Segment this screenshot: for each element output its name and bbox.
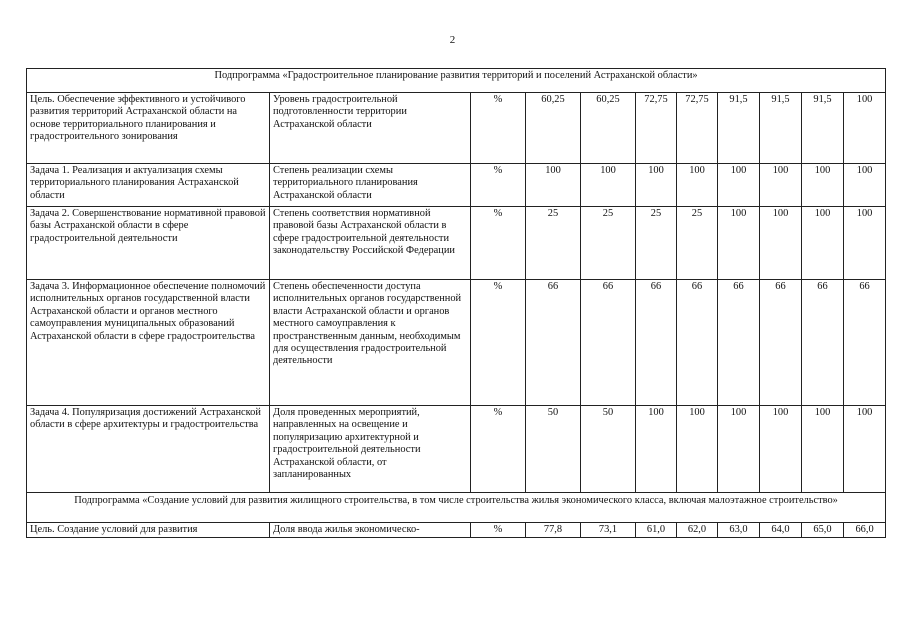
table-row	[27, 406, 886, 493]
unit-cell: %	[471, 523, 526, 538]
indicator-cell: Степень соответствия нормативной правовой базы Астраханской области в сфере градостроительной деятельности законодательству Российской Федерации	[270, 207, 471, 280]
task-cell: Задача 1. Реализация и актуализация схемы территориального планирования Астраханской области	[27, 164, 270, 207]
value-cell: 91,5	[718, 93, 760, 164]
task-cell: Задача 3. Информационное обеспечение полномочий исполнительных органов государственной власти Астраханской области и органов местного самоуправления муниципальных образований Астраханской области в сфере градостроительства	[27, 280, 270, 406]
value-cell: 61,0	[636, 523, 677, 538]
value-cell: 66	[718, 280, 760, 406]
value-cell: 100	[636, 164, 677, 207]
unit-cell: %	[471, 280, 526, 406]
value-cell: 66	[760, 280, 802, 406]
value-cell: 50	[581, 406, 636, 493]
value-cell: 65,0	[802, 523, 844, 538]
value-cell: 100	[677, 406, 718, 493]
value-cell: 100	[526, 164, 581, 207]
table-row	[27, 207, 886, 280]
page-number: 2	[449, 34, 456, 46]
value-cell: 60,25	[526, 93, 581, 164]
value-cell: 100	[677, 164, 718, 207]
value-cell: 66	[802, 280, 844, 406]
unit-cell: %	[471, 207, 526, 280]
subprogram-title: Подпрограмма «Градостроительное планирование развития территорий и поселений Астраханской области»	[27, 69, 886, 93]
table-row	[27, 523, 886, 538]
value-cell: 100	[581, 164, 636, 207]
value-cell: 100	[802, 164, 844, 207]
value-cell: 66,0	[844, 523, 886, 538]
task-cell: Задача 2. Совершенствование нормативной правовой базы Астраханской области в сфере градостроительной деятельности	[27, 207, 270, 280]
subprogram-header-row	[27, 69, 886, 93]
unit-cell: %	[471, 164, 526, 207]
value-cell: 66	[526, 280, 581, 406]
value-cell: 100	[802, 207, 844, 280]
table-row	[27, 93, 886, 164]
value-cell: 100	[802, 406, 844, 493]
value-cell: 100	[718, 164, 760, 207]
value-cell: 66	[844, 280, 886, 406]
value-cell: 100	[636, 406, 677, 493]
value-cell: 66	[581, 280, 636, 406]
value-cell: 100	[760, 406, 802, 493]
value-cell: 77,8	[526, 523, 581, 538]
table-row	[27, 280, 886, 406]
indicator-cell: Уровень градостроительной подготовленности территории Астраханской области	[270, 93, 471, 164]
value-cell: 60,25	[581, 93, 636, 164]
value-cell: 100	[718, 207, 760, 280]
value-cell: 73,1	[581, 523, 636, 538]
value-cell: 64,0	[760, 523, 802, 538]
indicator-cell: Доля проведенных мероприятий, направленных на освещение и популяризацию архитектурной и градостроительной деятельности Астраханской области, от запланированных	[270, 406, 471, 493]
value-cell: 100	[844, 406, 886, 493]
table-body	[27, 69, 886, 538]
value-cell: 100	[844, 207, 886, 280]
value-cell: 62,0	[677, 523, 718, 538]
unit-cell: %	[471, 406, 526, 493]
task-cell: Задача 4. Популяризация достижений Астраханской области в сфере архитектуры и градостроительства	[27, 406, 270, 493]
value-cell: 66	[636, 280, 677, 406]
unit-cell: %	[471, 93, 526, 164]
task-cell: Цель. Создание условий для развития	[27, 523, 270, 538]
value-cell: 25	[677, 207, 718, 280]
value-cell: 25	[581, 207, 636, 280]
indicators-table	[26, 68, 886, 538]
value-cell: 25	[526, 207, 581, 280]
value-cell: 25	[636, 207, 677, 280]
value-cell: 72,75	[636, 93, 677, 164]
value-cell: 72,75	[677, 93, 718, 164]
table-row	[27, 164, 886, 207]
value-cell: 100	[844, 164, 886, 207]
value-cell: 100	[760, 207, 802, 280]
subprogram-header-row	[27, 493, 886, 523]
value-cell: 91,5	[760, 93, 802, 164]
value-cell: 63,0	[718, 523, 760, 538]
value-cell: 91,5	[802, 93, 844, 164]
indicator-cell: Доля ввода жилья экономическо-	[270, 523, 471, 538]
value-cell: 50	[526, 406, 581, 493]
value-cell: 66	[677, 280, 718, 406]
value-cell: 100	[718, 406, 760, 493]
task-cell: Цель. Обеспечение эффективного и устойчивого развития территорий Астраханской области на основе территориального планирования и градостроительного зонирования	[27, 93, 270, 164]
value-cell: 100	[844, 93, 886, 164]
indicator-cell: Степень реализации схемы территориального планирования Астраханской области	[270, 164, 471, 207]
subprogram-title: Подпрограмма «Создание условий для развития жилищного строительства, в том числе строительства жилья экономического класса, включая малоэтажное строительство»	[27, 493, 886, 523]
indicator-cell: Степень обеспеченности доступа исполнительных органов государственной власти Астраханской области и органов местного самоуправления к пространственным данным, необходимым для осуществления градостроительной деятельности	[270, 280, 471, 406]
value-cell: 100	[760, 164, 802, 207]
